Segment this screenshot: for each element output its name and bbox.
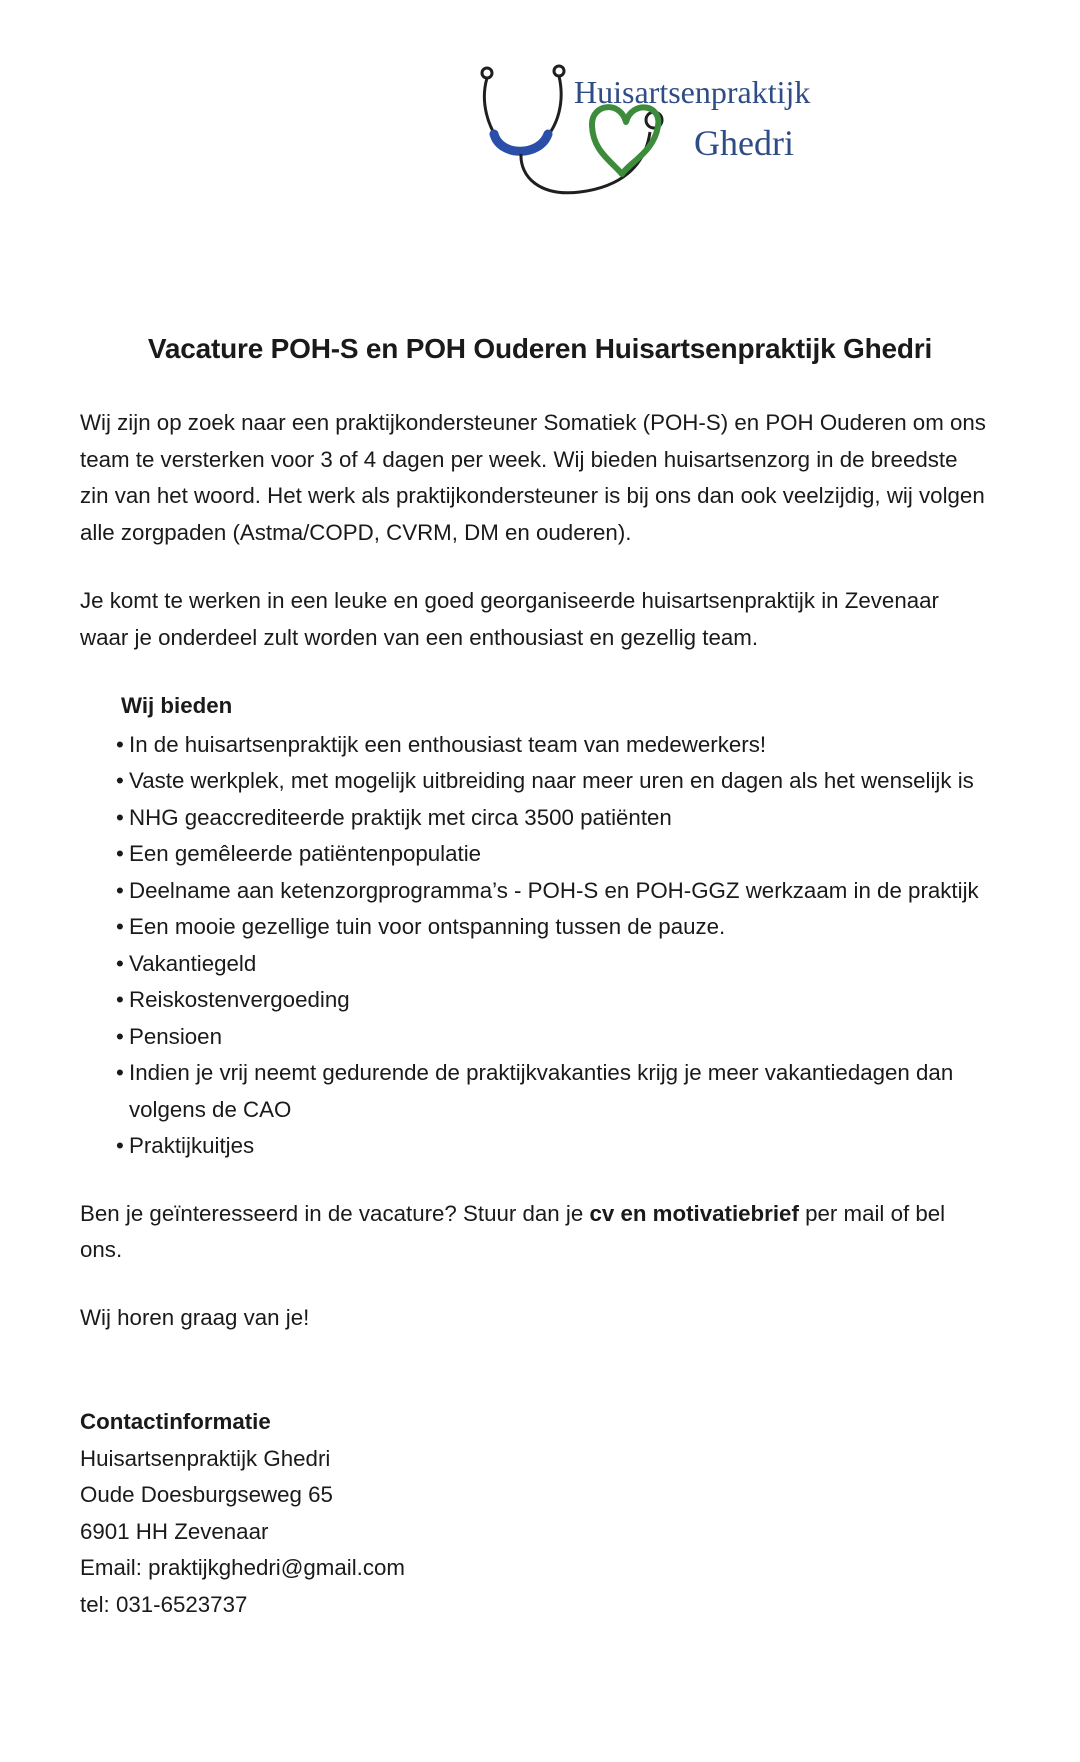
document-body [80,405,990,1623]
contact-city: 6901 HH Zevenaar [80,1518,269,1544]
bullet-icon: • [116,731,124,757]
list-item: • Vakantiegeld [80,946,990,983]
bullet-icon: • [116,1060,124,1085]
list-item: • Praktijkuitjes [80,1128,990,1165]
bullet-icon: • [116,768,124,793]
logo-text-line1: Huisartsenpraktijk [574,74,811,110]
bullet-icon: • [116,1133,124,1158]
list-item: • Reiskostenvergoeding [80,982,990,1019]
contact-block [80,1404,990,1623]
bullet-icon: • [116,877,124,903]
list-item: • Deelname aan ketenzorgprogramma’s - POH-S en POH-GGZ werkzaam in de praktijk [80,873,990,910]
contact-phone[interactable]: tel: 031-6523737 [80,1591,248,1617]
offers-list [80,727,990,1165]
apply-text-bold: cv en motivatiebrief [589,1200,799,1226]
bullet-icon: • [116,914,124,939]
bullet-icon: • [116,987,124,1012]
contact-street: Oude Doesburgseweg 65 [80,1482,333,1507]
list-item: • Vaste werkplek, met mogelijk uitbreiding naar meer uren en dagen als het wenselijk is [80,763,990,800]
offers-heading: Wij bieden [121,693,233,718]
list-item: • Pensioen [80,1019,990,1056]
list-item: • Een mooie gezellige tuin voor ontspanning tussen de pauze. [80,909,990,946]
list-item: • Een gemêleerde patiëntenpopulatie [80,836,990,873]
apply-paragraph [80,1196,990,1269]
list-item: • Indien je vrij neemt gedurende de praktijkvakanties krijg je meer vakantiedagen dan volgens de CAO [80,1055,990,1128]
intro-paragraph: Wij zijn op zoek naar een praktijkondersteuner Somatiek (POH-S) en POH Ouderen om ons team te versterken voor 3 of 4 dagen per week. Wij bieden huisartsenzorg in de breedste zin van het woord. Het werk als praktijkondersteuner is bij ons dan ook veelzijdig, wij volgen alle zorgpaden (Astma/COPD, CVRM, DM en ouderen). [80,410,986,545]
list-item: • In de huisartsenpraktijk een enthousiast team van medewerkers! [80,727,990,764]
page-title: Vacature POH-S en POH Ouderen Huisartsenpraktijk Ghedri [147,333,933,364]
list-item: • NHG geaccrediteerde praktijk met circa 3500 patiënten [80,800,990,837]
logo-text-line2: Ghedri [694,123,794,163]
contact-email[interactable]: Email: praktijkghedri@gmail.com [80,1555,405,1580]
practice-logo [470,62,860,222]
bullet-icon: • [116,1023,124,1049]
closing-line: Wij horen graag van je! [80,1304,310,1330]
apply-text-before: Ben je geïnteresseerd in de vacature? Stuur dan je [80,1200,590,1226]
apply-text-after: per mail of bel ons. [80,1200,946,1262]
bullet-icon: • [116,841,124,866]
bullet-icon: • [116,804,124,830]
contact-heading: Contactinformatie [80,1409,271,1434]
workplace-paragraph: Je komt te werken in een leuke en goed georganiseerde huisartsenpraktijk in Zevenaar waar je onderdeel zult worden van een enthousiast en gezellig team. [80,588,939,650]
contact-name: Huisartsenpraktijk Ghedri [80,1445,331,1471]
bullet-icon: • [116,950,124,976]
